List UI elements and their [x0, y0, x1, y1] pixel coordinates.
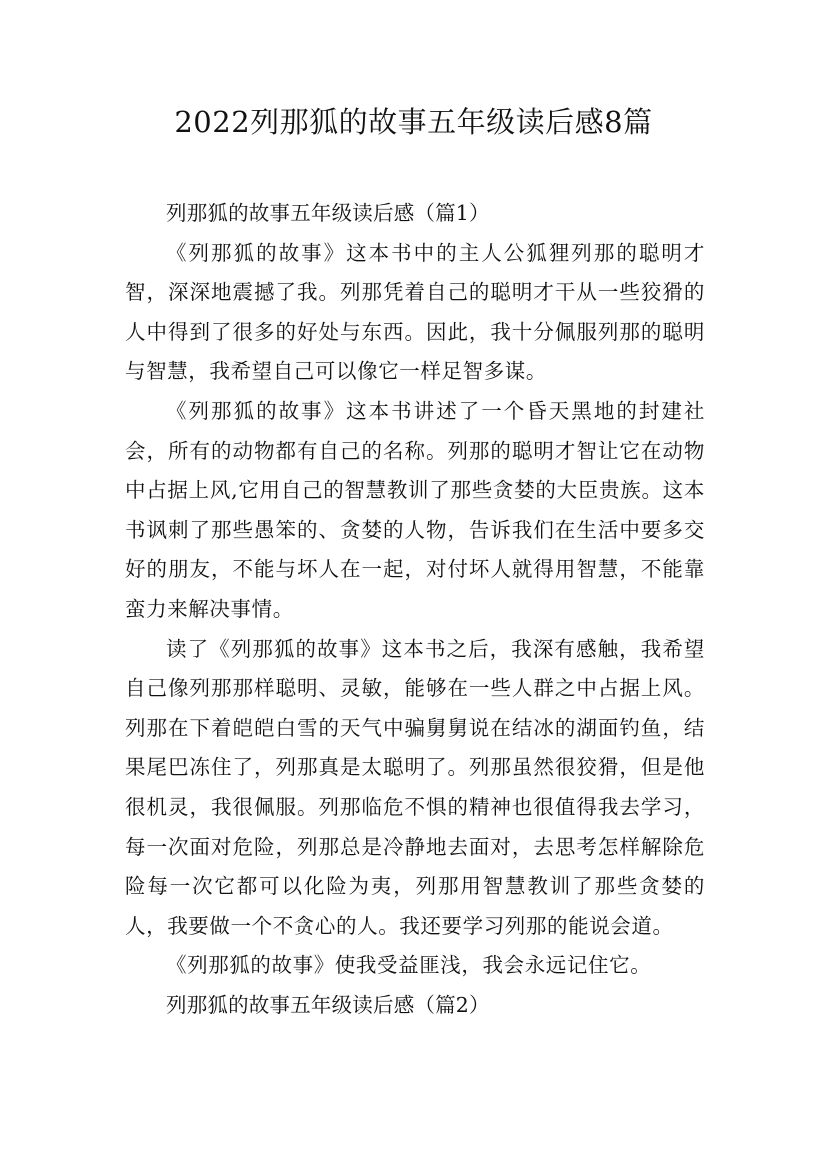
paragraph-4: 《列那狐的故事》使我受益匪浅，我会永远记住它。: [166, 953, 652, 978]
document-title: 2022列那狐的故事五年级读后感8篇: [174, 105, 653, 139]
section-heading-2: 列那狐的故事五年级读后感（篇2）: [166, 992, 490, 1017]
document-body: [125, 194, 705, 1025]
paragraph-3: 读了《列那狐的故事》这本书之后，我深有感触，我希望自己像列那那样聪明、灵敏，能够在一些人群之中占据上风。列那在下着皑皑白雪的天气中骗舅舅说在结冰的湖面钓鱼，结果尾巴冻住了，列那真是太聪明了。列那虽然很狡猾，但是他很机灵，我很佩服。列那临危不惧的精神也很值得我去学习，每一次面对危险，列那总是冷静地去面对，去思考怎样解除危险每一次它都可以化险为夷，列那用智慧教训了那些贪婪的人，我要做一个不贪心的人。我还要学习列那的能说会道。: [125, 636, 705, 938]
section-heading-1: 列那狐的故事五年级读后感（篇1）: [166, 201, 490, 225]
paragraph-2: 《列那狐的故事》这本书讲述了一个昏天黑地的封建社会，所有的动物都有自己的名称。列那的聪明才智让它在动物中占据上风,它用自己的智慧教训了那些贪婪的大臣贵族。这本书讽刺了那些愚笨的、贪婪的人物，告诉我们在生活中要多交好的朋友，不能与坏人在一起，对付坏人就得用智慧，不能靠蛮力来解决事情。: [125, 398, 705, 621]
paragraph-1: 《列那狐的故事》这本书中的主人公狐狸列那的聪明才智，深深地震撼了我。列那凭着自己的聪明才干从一些狡猾的人中得到了很多的好处与东西。因此，我十分佩服列那的聪明与智慧，我希望自己可以像它一样足智多谋。: [125, 240, 705, 384]
